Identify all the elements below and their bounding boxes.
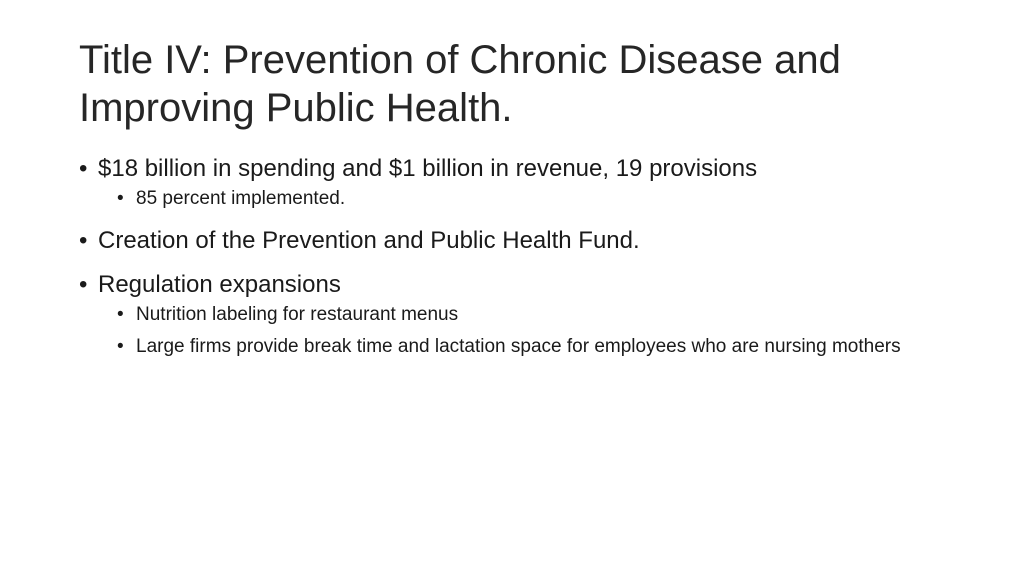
bullet-icon: • [79, 271, 88, 298]
bullet-icon: • [117, 188, 124, 209]
sub-bullet-text: 85 percent implemented. [136, 188, 346, 209]
bullet-text: Regulation expansions [98, 271, 341, 298]
bullet-item-regulation [79, 270, 959, 300]
slide-title: Title IV: Prevention of Chronic Disease and Improving Public Health. [79, 38, 841, 130]
bullet-icon: • [79, 227, 88, 254]
sub-bullet-text: Large firms provide break time and lactation space for employees who are nursing mothers [136, 336, 901, 357]
bullet-text: Creation of the Prevention and Public Health Fund. [98, 227, 640, 254]
bullet-item-spending [79, 154, 959, 184]
bullet-icon: • [117, 336, 124, 357]
bullet-item-fund [79, 226, 959, 256]
sub-bullet-text: Nutrition labeling for restaurant menus [136, 304, 459, 325]
slide-body [79, 154, 959, 366]
bullet-text: $18 billion in spending and $1 billion in revenue, 19 provisions [98, 155, 758, 182]
sub-bullet-item-nutrition [117, 302, 959, 328]
sub-bullet-item-lactation [117, 334, 959, 360]
bullet-icon: • [79, 155, 88, 182]
bullet-icon: • [117, 304, 124, 325]
sub-bullet-item-implemented [117, 186, 959, 212]
